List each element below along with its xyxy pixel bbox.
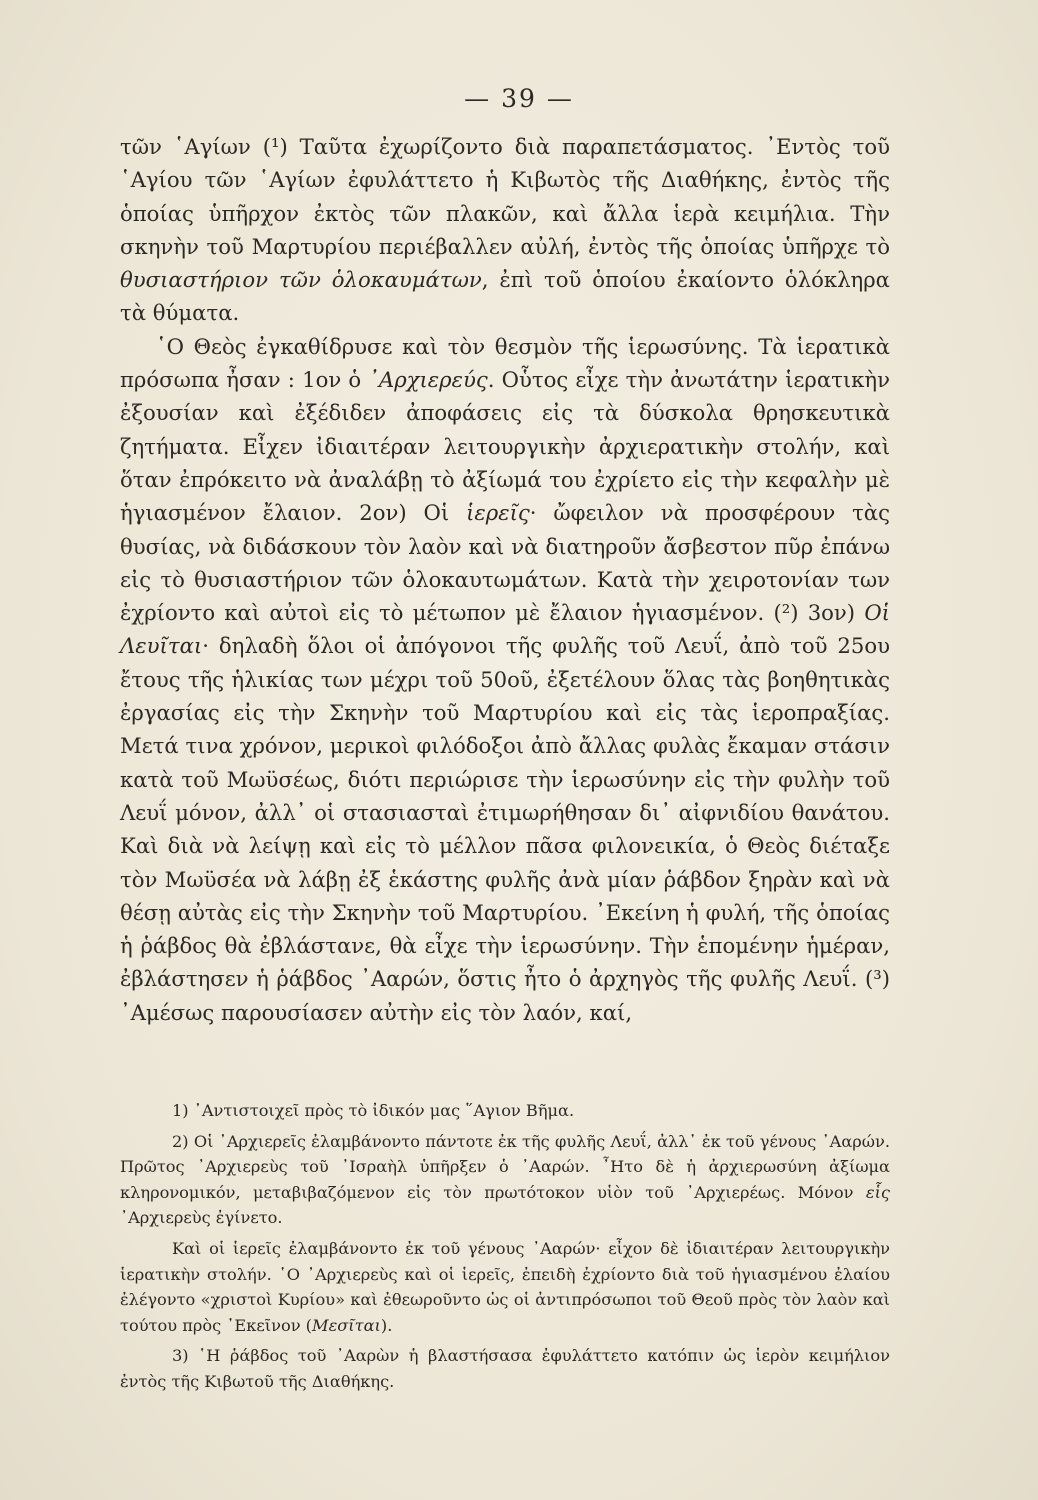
footnotes [120,1098,890,1395]
footnote-2-text: 2) Οἱ ᾿Αρχιερεῖς ἐλαμβάνοντο πάντοτε ἐκ τῆς φυλῆς Λευΐ, ἀλλ᾿ ἐκ τοῦ γένους ᾿Ααρών. Πρῶτος ᾿Αρχιερεὺς τοῦ ᾿Ισραὴλ ὑπῆρξεν ὁ ᾿Ααρών. ῏Ητο δὲ ἡ ἀρχιερωσύνη ἀξίωμα κληρονομικόν, μεταβιβαζόμενον εἰς τὸν πρωτότοκον υἱὸν τοῦ ᾿Αρχιερέως. Μόνον [120,1131,890,1202]
footnote-2-end: ᾿Αρχιερεὺς ἐγίνετο. [120,1208,283,1228]
footnote-3: 3) ῾Η ῥάβδος τοῦ ᾿Ααρὼν ἡ βλαστήσασα ἐφυλάττετο κατόπιν ὡς ἱερὸν κειμήλιον ἐντὸς τῆς Κιβωτοῦ τῆς Διαθήκης. [120,1346,890,1391]
footnote-2-emphasis: εἷς [865,1182,890,1202]
footnote-2 [120,1129,890,1231]
paragraph-2-emphasis-1: ᾿Αρχιερεύς [368,367,488,393]
paragraph-2-emphasis-3: Οἱ Λευῖται [120,600,890,659]
paragraph-2-emphasis-2: ἱερεῖς [466,500,530,526]
footnote-2-continuation [120,1236,890,1338]
paragraph-2-part-c: · ὤφειλον νὰ προσφέρουν τὰς θυσίας, νὰ διδάσκουν τὸν λαὸν καὶ νὰ διατηροῦν ἄσβεστον πῦρ ἐπάνω εἰς τὸ θυσιαστήριον τῶν ὁλοκαυτωμάτων. Κατὰ τὴν χειροτονίαν των ἐχρίοντο καὶ αὐτοὶ εἰς τὸ μέτωπον μὲ ἔλαιον ἡγιασμένον. (²) 3ον) [120,500,890,626]
paragraph-1-text: τῶν ῾Αγίων (¹) Ταῦτα ἐχωρίζοντο διὰ παραπετάσματος. ᾿Εντὸς τοῦ ῾Αγίου τῶν ῾Αγίων ἐφυλάττετο ἡ Κιβωτὸς τῆς Διαθήκης, ἐντὸς τῆς ὁποίας ὑπῆρχον ἐκτὸς τῶν πλακῶν, καὶ ἄλλα ἱερὰ κειμήλια. Τὴν σκηνὴν τοῦ Μαρτυρίου περιέβαλλεν αὐλή, ἐντὸς τῆς ὁποίας ὑπῆρχε τὸ [120,134,890,259]
paragraph-2-part-d: · δηλαδὴ ὅλοι οἱ ἀπόγονοι τῆς φυλῆς τοῦ Λευΐ, ἀπὸ τοῦ 25ου ἔτους τῆς ἡλικίας των μέχρι τοῦ 50οῦ, ἐξετέλουν ὅλας τὰς βοηθητικὰς ἐργασίας εἰς τὴν Σκηνὴν τοῦ Μαρτυρίου καὶ εἰς τὰς ἱεροπραξίας. Μετά τινα χρόνον, μερικοὶ φιλόδοξοι ἀπὸ ἄλλας φυλὰς ἔκαμαν στάσιν κατὰ τοῦ Μωϋσέως, διότι περιώρισε τὴν ἱερωσύνην εἰς τὴν φυλὴν τοῦ Λευΐ μόνον, ἀλλ᾿ οἱ στασιασταὶ ἐτιμωρήθησαν δι᾿ αἰφνιδίου θανάτου. Καὶ διὰ νὰ λείψῃ καὶ εἰς τὸ μέλλον πᾶσα φιλονεικία, ὁ Θεὸς διέταξε τὸν Μωϋσέα νὰ λάβῃ ἐξ ἑκάστης φυλῆς ἀνὰ μίαν ῥάβδον ξηρὰν καὶ νὰ θέσῃ αὐτὰς εἰς τὴν Σκηνὴν τοῦ Μαρτυρίου. ᾿Εκείνη ἡ φυλή, τῆς ὁποίας ἡ ῥάβδος θὰ ἐβλάστανε, θὰ εἶχε τὴν ἱερωσύνην. Τὴν ἑπομένην ἡμέραν, ἐβλάστησεν ἡ ῥάβδος ᾿Ααρών, ὅστις ἦτο ὁ ἀρχηγὸς τῆς φυλῆς Λευΐ. (³) ᾿Αμέσως παρουσίασεν αὐτὴν εἰς τὸν λαόν, καί, [120,633,890,1025]
paragraph-1-emphasis: θυσιαστήριον τῶν ὁλοκαυμάτων [120,267,482,293]
footnote-2-continuation-text: Καὶ οἱ ἱερεῖς ἐλαμβάνοντο ἐκ τοῦ γένους ᾿Ααρών· εἶχον δὲ ἰδιαιτέραν λειτουργικὴν ἱερατικὴν στολήν. ῾Ο ᾿Αρχιερεὺς καὶ οἱ ἱερεῖς, ἐπειδὴ ἐχρίοντο διὰ τοῦ ἡγιασμένου ἐλαίου ἐλέγοντο «χριστοὶ Κυρίου» καὶ ἐθεωροῦντο ὡς οἱ ἀντιπρόσωποι τοῦ Θεοῦ πρὸς τὸν λαὸν καὶ τούτου πρὸς ᾿Εκεῖνον ( [120,1238,890,1335]
paragraph-1-end: , ἐπὶ τοῦ ὁποίου ἐκαίοντο ὁλόκληρα τὰ θύματα. [120,267,890,326]
paragraph-2 [120,330,890,1029]
paragraph-2-part-a: ῾Ο Θεὸς ἐγκαθίδρυσε καὶ τὸν θεσμὸν τῆς ἱερωσύνης. Τὰ ἱερατικὰ πρόσωπα ἦσαν : 1ον ὁ [120,333,890,393]
footnote-2-continuation-end: ). [380,1315,393,1335]
footnote-2-continuation-emphasis: Μεσῖται [312,1315,381,1335]
page-number: — 39 — [464,84,574,113]
footnote-1: 1) ᾿Αντιστοιχεῖ πρὸς τὸ ἰδικόν μας ῞Αγιον Βῆμα. [172,1101,575,1120]
main-text [120,130,890,1029]
paragraph-2-part-b: . Οὗτος εἶχε τὴν ἀνωτάτην ἱερατικὴν ἐξουσίαν καὶ ἐξέδιδεν ἀποφάσεις εἰς τὰ δύσκολα θρησκευτικὰ ζητήματα. Εἶχεν ἰδιαιτέραν λειτουργικὴν ἀρχιερατικὴν στολήν, καὶ ὅταν ἐπρόκειτο νὰ ἀναλάβῃ τὸ ἀξίωμά του ἐχρίετο εἰς τὴν κεφαλὴν μὲ ἡγιασμένον ἔλαιον. 2ον) Οἱ [120,367,890,526]
paragraph-1 [120,130,890,330]
